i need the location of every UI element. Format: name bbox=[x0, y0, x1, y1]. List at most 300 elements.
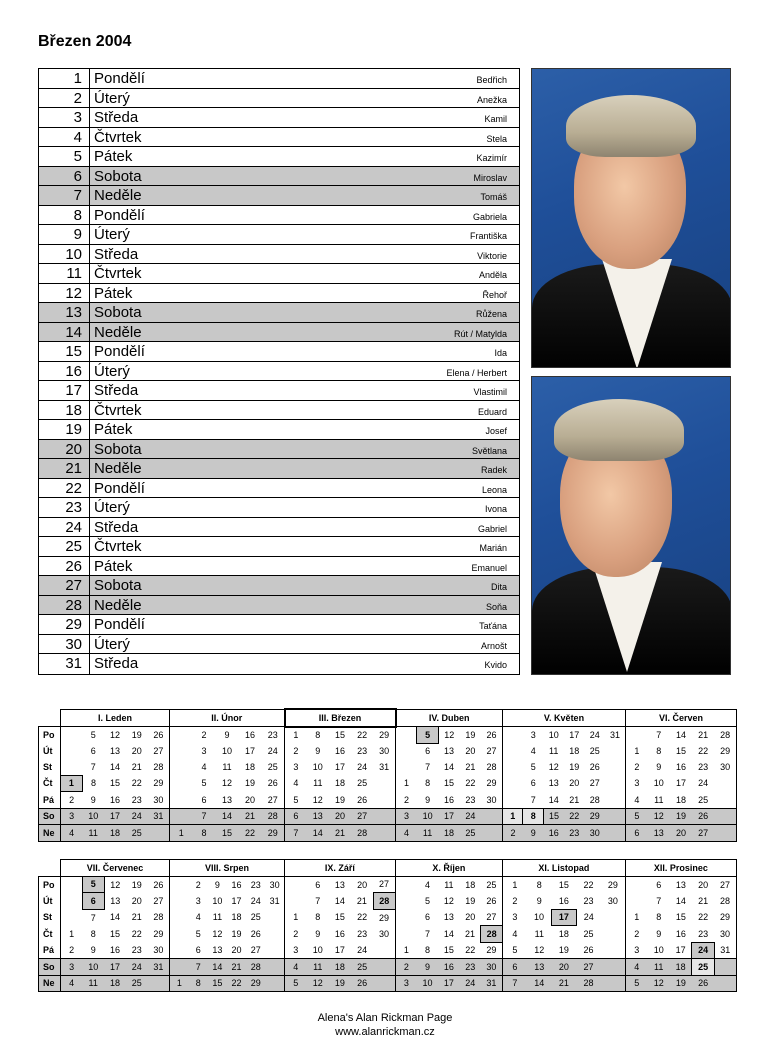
calendar-day: 30 bbox=[379, 928, 390, 939]
month-header: XII. Prosinec bbox=[625, 860, 736, 877]
calendar-day: 18 bbox=[329, 959, 351, 976]
calendar-day: 23 bbox=[131, 945, 142, 955]
calendar-day: 14 bbox=[334, 895, 345, 906]
calendar-day: 6 bbox=[195, 945, 201, 955]
calendar-day: 2 bbox=[61, 792, 83, 809]
calendar-day: 30 bbox=[269, 879, 280, 890]
calendar-day: 25 bbox=[692, 959, 714, 976]
calendar-day: 27 bbox=[250, 945, 261, 955]
calendar-day: 3 bbox=[201, 746, 207, 756]
calendar-day: 16 bbox=[109, 945, 120, 955]
day-number: 25 bbox=[39, 537, 90, 556]
weekday-label: So bbox=[39, 808, 61, 825]
calendar-day: 18 bbox=[334, 778, 345, 789]
calendar-day bbox=[61, 743, 83, 759]
day-row bbox=[39, 557, 519, 577]
calendar-day: 1 bbox=[395, 942, 416, 959]
calendar-day: 20 bbox=[465, 746, 476, 756]
calendar-day: 20 bbox=[244, 794, 255, 805]
day-number: 7 bbox=[39, 186, 90, 205]
calendar-day: 19 bbox=[334, 794, 345, 805]
calendar-day: 3 bbox=[285, 759, 307, 775]
calendar-day: 4 bbox=[201, 762, 207, 772]
calendar-day: 8 bbox=[425, 778, 431, 789]
day-row bbox=[39, 596, 519, 616]
calendar-day: 22 bbox=[131, 778, 142, 789]
calendar-day: 17 bbox=[438, 808, 459, 825]
calendar-day: 7 bbox=[315, 895, 321, 906]
weekday-row bbox=[39, 926, 737, 943]
calendar-day bbox=[265, 909, 284, 926]
day-row bbox=[39, 167, 519, 187]
calendar-day: 26 bbox=[153, 730, 164, 740]
calendar-day: 12 bbox=[548, 762, 559, 772]
calendar-day bbox=[714, 825, 736, 842]
calendar-day: 10 bbox=[82, 959, 104, 976]
day-number: 26 bbox=[39, 557, 90, 576]
calendar-day: 30 bbox=[714, 759, 736, 775]
calendar-day: 21 bbox=[227, 959, 246, 976]
calendar-day: 4 bbox=[396, 825, 417, 842]
day-name-day: Eduard bbox=[477, 406, 507, 417]
calendar-day: 7 bbox=[193, 808, 216, 825]
calendar-day bbox=[601, 926, 626, 943]
calendar-day: 6 bbox=[201, 794, 207, 805]
calendar-day: 19 bbox=[670, 808, 692, 825]
calendar-day: 4 bbox=[61, 825, 83, 842]
calendar-day: 30 bbox=[379, 746, 390, 756]
calendar-day: 12 bbox=[212, 928, 223, 939]
day-number: 10 bbox=[39, 245, 90, 264]
calendar-day bbox=[396, 727, 417, 744]
calendar-day: 9 bbox=[214, 879, 220, 890]
calendar-day: 22 bbox=[239, 825, 262, 842]
calendar-day: 17 bbox=[334, 762, 345, 772]
day-number: 17 bbox=[39, 381, 90, 400]
weekday-row bbox=[39, 893, 737, 910]
calendar-day: 2 bbox=[502, 893, 527, 910]
calendar-day bbox=[148, 975, 170, 992]
calendar-day: 23 bbox=[583, 895, 594, 906]
calendar-day: 17 bbox=[334, 945, 345, 955]
calendar-day: 15 bbox=[443, 945, 454, 955]
calendar-day: 19 bbox=[231, 928, 242, 939]
calendar-day: 28 bbox=[486, 762, 497, 772]
calendar-day bbox=[601, 942, 626, 959]
day-row bbox=[39, 89, 519, 109]
year-calendar-second-half bbox=[38, 859, 737, 992]
weekday-label: Út bbox=[39, 743, 61, 759]
calendar-day: 3 bbox=[502, 909, 527, 926]
calendar-day: 29 bbox=[262, 825, 285, 842]
calendar-day: 27 bbox=[576, 959, 601, 976]
calendar-day: 15 bbox=[675, 912, 686, 923]
calendar-day: 10 bbox=[417, 808, 438, 825]
calendar-day: 6 bbox=[285, 808, 307, 825]
calendar-day: 6 bbox=[90, 746, 96, 756]
day-weekday: Pátek bbox=[94, 284, 133, 302]
month-header: X. Říjen bbox=[395, 860, 502, 877]
calendar-day: 24 bbox=[698, 778, 709, 789]
calendar-day: 29 bbox=[584, 808, 605, 825]
calendar-day: 28 bbox=[481, 926, 502, 943]
calendar-day: 27 bbox=[153, 746, 164, 756]
calendar-day bbox=[605, 759, 626, 775]
calendar-day: 24 bbox=[126, 808, 148, 825]
calendar-day: 27 bbox=[589, 778, 600, 789]
calendar-day bbox=[625, 893, 647, 910]
day-weekday: Úterý bbox=[94, 226, 130, 244]
calendar-day: 8 bbox=[193, 825, 216, 842]
day-name-day: Taťána bbox=[479, 621, 507, 632]
calendar-day: 15 bbox=[208, 975, 227, 992]
day-weekday: Pondělí bbox=[94, 616, 145, 634]
calendar-day: 30 bbox=[607, 895, 618, 906]
calendar-day: 3 bbox=[395, 975, 416, 992]
weekday-row bbox=[39, 942, 737, 959]
calendar-day: 5 bbox=[285, 792, 307, 809]
calendar-day: 16 bbox=[334, 746, 345, 756]
calendar-day bbox=[395, 926, 416, 943]
calendar-day: 28 bbox=[246, 959, 265, 976]
calendar-day: 21 bbox=[698, 730, 709, 740]
calendar-day: 13 bbox=[527, 959, 552, 976]
calendar-day: 26 bbox=[486, 730, 497, 740]
day-row bbox=[39, 576, 519, 596]
calendar-day: 17 bbox=[675, 778, 686, 789]
calendar-day: 4 bbox=[502, 926, 527, 943]
calendar-day: 24 bbox=[692, 942, 714, 959]
calendar-day: 31 bbox=[379, 762, 390, 772]
day-number: 23 bbox=[39, 498, 90, 517]
day-name-day: Růžena bbox=[475, 309, 507, 320]
calendar-day: 22 bbox=[131, 928, 142, 939]
day-number: 4 bbox=[39, 128, 90, 147]
calendar-day bbox=[61, 876, 83, 893]
day-weekday: Sobota bbox=[94, 440, 142, 458]
calendar-day bbox=[373, 792, 395, 809]
calendar-day: 9 bbox=[315, 928, 321, 939]
calendar-day bbox=[170, 942, 189, 959]
day-row bbox=[39, 186, 519, 206]
calendar-day: 21 bbox=[131, 762, 142, 772]
day-number: 21 bbox=[39, 459, 90, 478]
calendar-day: 17 bbox=[104, 959, 126, 976]
calendar-day: 23 bbox=[357, 928, 368, 939]
calendar-day: 7 bbox=[530, 794, 536, 805]
calendar-day: 16 bbox=[244, 730, 255, 740]
calendar-day: 1 bbox=[626, 743, 648, 759]
calendar-day bbox=[502, 759, 523, 775]
calendar-day bbox=[170, 743, 193, 759]
calendar-day: 9 bbox=[224, 730, 230, 740]
day-name-day: Kazimír bbox=[476, 153, 507, 164]
calendar-day: 14 bbox=[675, 730, 686, 740]
calendar-day: 24 bbox=[126, 959, 148, 976]
calendar-day: 27 bbox=[267, 794, 278, 805]
calendar-day: 15 bbox=[558, 879, 569, 890]
calendar-day: 6 bbox=[656, 879, 662, 890]
day-weekday: Středa bbox=[94, 245, 139, 263]
calendar-day: 27 bbox=[351, 808, 373, 825]
day-name-day: Miroslav bbox=[473, 172, 507, 183]
calendar-day: 30 bbox=[153, 794, 164, 805]
day-row bbox=[39, 498, 519, 518]
day-row bbox=[39, 69, 519, 89]
calendar-day bbox=[605, 775, 626, 792]
calendar-day: 9 bbox=[656, 762, 662, 772]
calendar-day: 16 bbox=[675, 928, 686, 939]
day-number: 15 bbox=[39, 342, 90, 361]
day-row bbox=[39, 440, 519, 460]
calendar-day: 31 bbox=[609, 730, 620, 740]
calendar-day: 19 bbox=[329, 975, 351, 992]
calendar-day: 14 bbox=[443, 762, 454, 772]
calendar-day: 10 bbox=[653, 778, 664, 789]
calendar-day bbox=[502, 727, 523, 744]
calendar-day: 26 bbox=[267, 778, 278, 789]
day-name-day: Ivona bbox=[484, 504, 507, 515]
calendar-day: 28 bbox=[351, 825, 373, 842]
calendar-day bbox=[502, 792, 523, 809]
month-header: VII. Červenec bbox=[61, 860, 170, 877]
calendar-day: 18 bbox=[675, 794, 686, 805]
calendar-day: 13 bbox=[675, 879, 686, 890]
calendar-day: 15 bbox=[109, 778, 120, 789]
calendar-day: 12 bbox=[444, 730, 455, 740]
calendar-day: 5 bbox=[502, 942, 527, 959]
day-name-day: Stela bbox=[486, 133, 507, 144]
calendar-day bbox=[284, 876, 306, 893]
calendar-day: 14 bbox=[109, 912, 120, 923]
calendar-day bbox=[601, 959, 626, 976]
calendar-day: 11 bbox=[417, 825, 438, 842]
calendar-day: 25 bbox=[486, 879, 497, 890]
day-row bbox=[39, 147, 519, 167]
calendar-day: 23 bbox=[564, 825, 585, 842]
calendar-day: 9 bbox=[315, 746, 321, 756]
day-number: 2 bbox=[39, 89, 90, 108]
calendar-day bbox=[265, 975, 284, 992]
calendar-day: 5 bbox=[82, 876, 104, 893]
calendar-day: 4 bbox=[626, 792, 648, 809]
calendar-day: 16 bbox=[231, 879, 242, 890]
calendar-day: 3 bbox=[530, 730, 536, 740]
calendar-day bbox=[373, 942, 395, 959]
calendar-day: 16 bbox=[558, 895, 569, 906]
weekday-row bbox=[39, 975, 737, 992]
calendar-day: 1 bbox=[285, 727, 307, 744]
year-calendar-first-half bbox=[38, 708, 737, 842]
day-list bbox=[38, 68, 520, 675]
calendar-day: 22 bbox=[465, 778, 476, 789]
calendar-day: 4 bbox=[530, 746, 536, 756]
calendar-day: 18 bbox=[465, 879, 476, 890]
calendar-day: 13 bbox=[443, 912, 454, 923]
day-row bbox=[39, 615, 519, 635]
day-row bbox=[39, 635, 519, 655]
day-row bbox=[39, 284, 519, 304]
calendar-day: 16 bbox=[543, 825, 564, 842]
calendar-day: 15 bbox=[675, 746, 686, 756]
calendar-day bbox=[170, 959, 189, 976]
calendar-day: 26 bbox=[583, 945, 594, 955]
day-name-day: Světlana bbox=[471, 445, 507, 456]
month-header: V. Květen bbox=[502, 709, 625, 727]
calendar-day: 25 bbox=[126, 825, 148, 842]
calendar-day: 22 bbox=[227, 975, 246, 992]
day-row bbox=[39, 323, 519, 343]
weekday-label: Po bbox=[39, 727, 61, 744]
calendar-day: 8 bbox=[189, 975, 208, 992]
day-weekday: Úterý bbox=[94, 89, 130, 107]
calendar-day bbox=[170, 759, 193, 775]
day-name-day: Tomáš bbox=[480, 192, 507, 203]
calendar-day: 23 bbox=[267, 730, 278, 740]
day-row bbox=[39, 245, 519, 265]
day-weekday: Středa bbox=[94, 518, 139, 536]
calendar-day: 7 bbox=[424, 928, 430, 939]
calendar-day: 5 bbox=[201, 778, 207, 789]
calendar-day: 1 bbox=[284, 909, 306, 926]
calendar-day: 4 bbox=[424, 879, 430, 890]
calendar-day: 29 bbox=[153, 778, 164, 789]
calendar-day: 20 bbox=[552, 959, 577, 976]
day-row bbox=[39, 362, 519, 382]
page-title: Březen 2004 bbox=[38, 33, 132, 50]
day-weekday: Neděle bbox=[94, 460, 142, 478]
month-header: IX. Září bbox=[284, 860, 395, 877]
calendar-day: 19 bbox=[670, 975, 692, 992]
calendar-day: 11 bbox=[82, 825, 104, 842]
calendar-day: 27 bbox=[714, 876, 736, 893]
day-number: 30 bbox=[39, 635, 90, 654]
calendar-day: 8 bbox=[536, 879, 542, 890]
calendar-day: 21 bbox=[131, 912, 142, 923]
calendar-day bbox=[373, 959, 395, 976]
weekday-row bbox=[39, 808, 737, 825]
calendar-day: 5 bbox=[424, 895, 430, 906]
calendar-day: 2 bbox=[284, 926, 306, 943]
calendar-day: 3 bbox=[625, 942, 647, 959]
calendar-day: 4 bbox=[195, 912, 201, 923]
calendar-day: 24 bbox=[583, 912, 594, 923]
calendar-day bbox=[502, 743, 523, 759]
calendar-day: 23 bbox=[698, 928, 709, 939]
day-weekday: Pondělí bbox=[94, 343, 145, 361]
month-header: XI. Listopad bbox=[502, 860, 625, 877]
calendar-day: 1 bbox=[502, 876, 527, 893]
calendar-day: 25 bbox=[267, 762, 278, 772]
calendar-day bbox=[481, 808, 502, 825]
calendar-day: 12 bbox=[307, 975, 329, 992]
weekday-label: Út bbox=[39, 893, 61, 910]
calendar-day: 26 bbox=[486, 895, 497, 906]
weekday-row bbox=[39, 743, 737, 759]
calendar-day: 23 bbox=[698, 762, 709, 772]
calendar-day: 31 bbox=[481, 975, 502, 992]
day-weekday: Neděle bbox=[94, 187, 142, 205]
calendar-day: 6 bbox=[425, 746, 431, 757]
day-number: 29 bbox=[39, 615, 90, 634]
weekday-row bbox=[39, 876, 737, 893]
calendar-day bbox=[395, 893, 416, 910]
calendar-day: 26 bbox=[351, 975, 373, 992]
calendar-day: 22 bbox=[357, 912, 368, 923]
calendar-day: 9 bbox=[90, 945, 96, 955]
calendar-day: 18 bbox=[244, 762, 255, 772]
calendar-day: 22 bbox=[583, 879, 594, 890]
calendar-day: 11 bbox=[307, 959, 329, 976]
day-name-day: Josef bbox=[485, 426, 507, 437]
calendar-day bbox=[605, 808, 626, 825]
calendar-day: 14 bbox=[548, 794, 559, 805]
calendar-day: 12 bbox=[648, 808, 670, 825]
day-weekday: Neděle bbox=[94, 323, 142, 341]
day-name-day: Vlastimil bbox=[473, 387, 507, 398]
calendar-day bbox=[714, 775, 736, 792]
calendar-day: 13 bbox=[212, 945, 223, 955]
calendar-day: 1 bbox=[61, 926, 83, 943]
day-number: 20 bbox=[39, 440, 90, 459]
calendar-day: 4 bbox=[284, 959, 306, 976]
month-header: I. Leden bbox=[61, 709, 170, 727]
calendar-day: 8 bbox=[424, 945, 430, 955]
day-name-day: Anežka bbox=[476, 94, 507, 105]
day-name-day: Františka bbox=[469, 231, 507, 242]
day-number: 27 bbox=[39, 576, 90, 595]
calendar-day: 5 bbox=[284, 975, 306, 992]
calendar-day: 7 bbox=[189, 959, 208, 976]
calendar-day bbox=[284, 893, 306, 910]
calendar-day: 10 bbox=[312, 762, 323, 772]
day-weekday: Úterý bbox=[94, 499, 130, 517]
weekday-label: Ne bbox=[39, 825, 61, 842]
calendar-day bbox=[170, 792, 193, 809]
calendar-day bbox=[373, 975, 395, 992]
footer-site-url[interactable]: www.alanrickman.cz bbox=[335, 1026, 435, 1038]
weekday-label: Pá bbox=[39, 792, 61, 809]
calendar-day bbox=[714, 792, 736, 809]
day-weekday: Úterý bbox=[94, 362, 130, 380]
calendar-day: 3 bbox=[626, 775, 648, 792]
calendar-day: 8 bbox=[90, 778, 96, 789]
calendar-day: 7 bbox=[502, 975, 527, 992]
calendar-day: 22 bbox=[698, 912, 709, 923]
calendar-day bbox=[170, 876, 189, 893]
calendar-day: 2 bbox=[285, 743, 307, 759]
calendar-day: 6 bbox=[626, 825, 648, 842]
calendar-day: 25 bbox=[357, 778, 368, 789]
calendar-day: 26 bbox=[692, 808, 714, 825]
day-name-day: Rút / Matylda bbox=[453, 328, 507, 339]
calendar-day: 11 bbox=[82, 975, 104, 992]
calendar-day: 2 bbox=[396, 792, 417, 809]
day-weekday: Sobota bbox=[94, 577, 142, 595]
calendar-day: 13 bbox=[443, 746, 454, 756]
day-row bbox=[39, 342, 519, 362]
calendar-day: 9 bbox=[656, 928, 662, 939]
calendar-day: 7 bbox=[285, 825, 307, 842]
calendar-day: 28 bbox=[153, 912, 164, 923]
calendar-day: 29 bbox=[714, 743, 736, 759]
calendar-day: 9 bbox=[523, 825, 544, 842]
calendar-day: 27 bbox=[692, 825, 714, 842]
calendar-day bbox=[170, 893, 189, 910]
calendar-day: 17 bbox=[675, 945, 686, 955]
calendar-day: 27 bbox=[379, 879, 390, 890]
calendar-day: 25 bbox=[583, 928, 594, 939]
